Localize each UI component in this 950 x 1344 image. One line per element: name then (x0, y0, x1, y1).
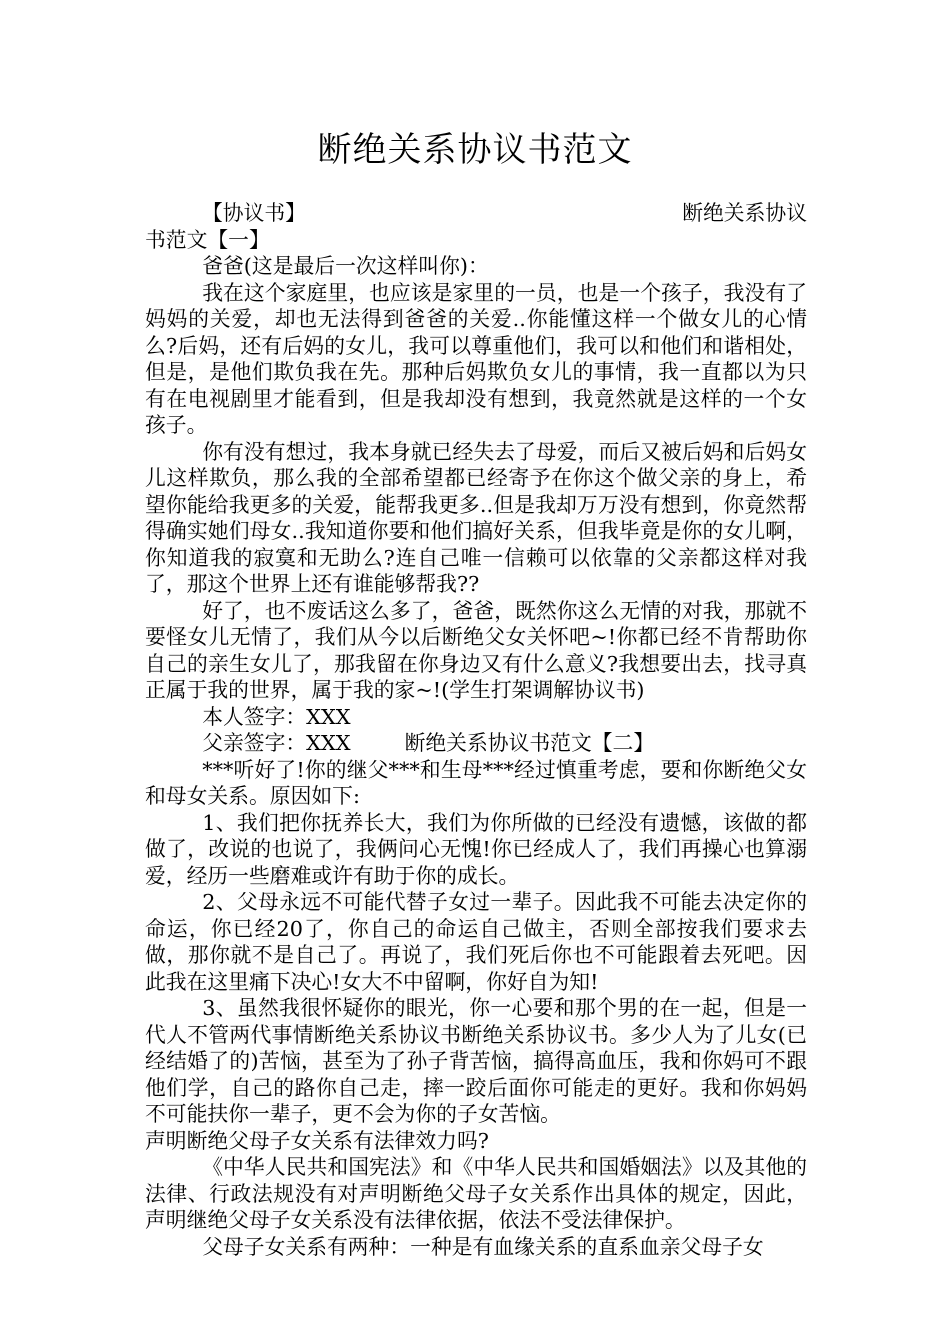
paragraph: ***听好了!你的继父***和生母***经过慎重考虑，要和你断绝父女和母女关系。原因如下: (145, 757, 807, 808)
paragraph-salutation: 爸爸(这是最后一次这样叫你)： (202, 254, 489, 278)
paragraph: 你有没有想过，我本身就已经失去了母爱，而后又被后妈和后妈女儿这样欺负，那么我的全部希望都已经寄予在你这个做父亲的身上，希望你能给我更多的关爱，能帮我更多..但是我却万万没有想到，你竟然帮得确实她们母女..我知道你要和他们搞好关系，但我毕竟是你的女儿啊，你知道我的寂寞和无助么?连自己唯一信赖可以依靠的父亲都这样对我了，那这个世界上还有谁能够帮我?? (145, 439, 807, 596)
section-two-heading: 断绝关系协议书范文【二】 (404, 731, 655, 755)
paragraph: 2、父母永远不可能代替子女过一辈子。因此我不可能去决定你的命运，你已经20了，你自己的命运自己做主，否则全部按我们要求去做，那你就不是自己了。再说了，我们死后你也不可能跟着去死吧。因此我在这里痛下决心!女大不中留啊，你好自为知! (145, 890, 807, 994)
paragraph: 好了，也不废话这么多了，爸爸，既然你这么无情的对我，那就不要怪女儿无情了，我们从今以后断绝父女关怀吧~!你都已经不肯帮助你自己的亲生女儿了，那我留在你身边又有什么意义?我想要出去，找寻真正属于我的世界，属于我的家~!(学生打架调解协议书) (145, 598, 807, 702)
signature-father: 父亲签字：XXX (202, 731, 351, 755)
header-right: 断绝关系协议 (682, 201, 807, 225)
document-title: 断绝关系协议书范文 (317, 130, 633, 170)
document-body (145, 200, 807, 1260)
paragraph: 3、虽然我很怀疑你的眼光，你一心要和那个男的在一起，但是一代人不管两代事情断绝关系协议书断绝关系协议书。多少人为了儿女(已经结婚了的)苦恼，甚至为了孙子背苦恼，搞得高血压，我和你妈可不跟他们学，自己的路你自己走，摔一跤后面你可能走的更好。我和你妈妈不可能扶你一辈子，更不会为你的子女苦恼。 (145, 996, 807, 1126)
paragraph: 1、我们把你抚养长大，我们为你所做的已经没有遗憾，该做的都做了，改说的也说了，我俩问心无愧!你已经成人了，我们再操心也算溺爱，经历一些磨难或许有助于你的成长。 (145, 810, 807, 888)
header-line (145, 200, 807, 227)
signature-father-line (145, 730, 807, 757)
paragraph: 父母子女关系有两种：一种是有血缘关系的直系血亲父母子女 (202, 1234, 764, 1259)
paragraph: 《中华人民共和国宪法》和《中华人民共和国婚姻法》以及其他的法律、行政法规没有对声明断绝父母子女关系作出具体的规定，因此，声明继绝父母子女关系没有法律依据，依法不受法律保护。 (145, 1155, 807, 1232)
header-continuation: 书范文【一】 (145, 227, 270, 252)
paragraph: 我在这个家庭里，也应该是家里的一员，也是一个孩子，我没有了妈妈的关爱，却也无法得到爸爸的关爱..你能懂这样一个做女儿的心情么?后妈，还有后妈的女儿，我可以尊重他们，我可以和他们和谐相处，但是，是他们欺负我在先。那种后妈欺负女儿的事情，我一直都以为只有在电视剧里才能看到，但是我却没有想到，我竟然就是这样的一个女孩子。 (145, 280, 807, 437)
header-left: 【协议书】 (202, 201, 306, 225)
question-heading: 声明断绝父母子女关系有法律效力吗? (145, 1128, 489, 1153)
signature-self: 本人签字：XXX (202, 704, 351, 729)
